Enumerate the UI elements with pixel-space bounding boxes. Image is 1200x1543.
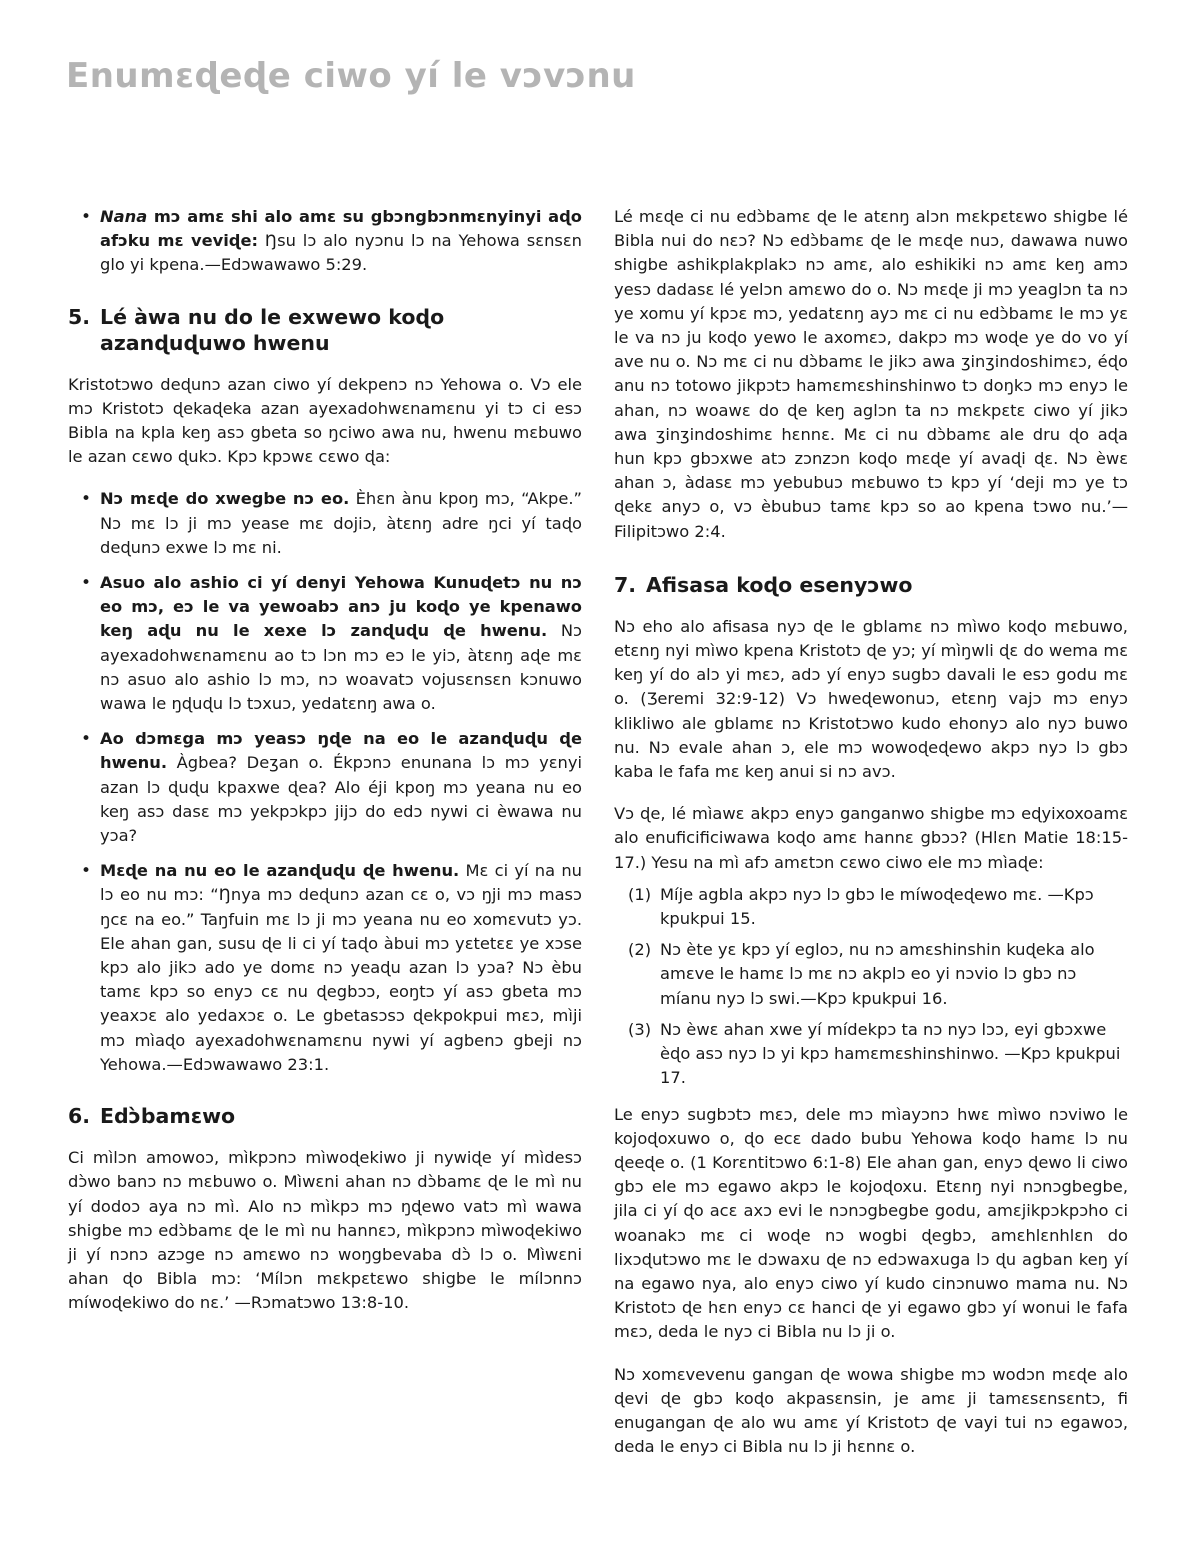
step-marker: (1) [628, 884, 652, 904]
section-7-paragraph-2: Vɔ ɖe, lé mìawɛ akpɔ enyɔ ganganwo shigbe mɔ eɖyixoxoamɛ alo enuficificiwawa koɖo amɛ hannɛ gbɔɔ? (Hlɛn Matie 18:15-17.) Yesu na mì afɔ amɛtɔn cɛwo ciwo ele mɔ mìaɖe: [614, 804, 1128, 872]
step-marker: (2) [628, 940, 652, 960]
step-item [628, 1018, 1128, 1091]
section-heading-6 [68, 1103, 582, 1129]
bullet-item [68, 859, 582, 1077]
bullet-lead: Asuo alo ashio ci yí denyi Yehowa Kunuɖetɔ nu nɔ eo mɔ, eɔ le va yewoabɔ anɔ ju koɖo ye kpenawo keŋ aɖu nu le xexe lɔ zanɖuɖu ɖe hwenu. [100, 573, 582, 641]
section-7-paragraph-4: Nɔ xomɛvevenu gangan ɖe wowa shigbe mɔ wodɔn mɛɖe alo ɖevi ɖe gbɔ koɖo akpasɛnsin, je amɛ ji tamɛsɛnsɛntɔ, fi enugangan ɖe alo wu amɛ yí Kristotɔ ɖe vayi tui nɔ egawoɔ, deda le enyɔ ci Bibla nu lɔ ji hɛnnɛ o. [614, 1364, 1128, 1457]
bullet-text: Àgbea? Deʒan o. Ékpɔnɔ enunana lɔ mɔ yɛnyi azan lɔ ɖuɖu kpaxwe ɖea? Alo éji kpoŋ mɔ yeana nu eo keŋ asɔ dasɛ mɔ yekpɔkpɔ jijɔ do edɔ nywi ci èwawa nu yɔa? [100, 753, 582, 846]
bullet-item [68, 571, 582, 716]
section-7-paragraph-1: Nɔ eho alo afisasa nyɔ ɖe le gblamɛ nɔ mìwo koɖo mɛbuwo, etɛnŋ nyi mìwo kpena Kristotɔ ɖe yɔ; yí mìŋwli ɖɛ do wema mɛ keŋ yí do alɔ yi mɛɔ, adɔ yí enyɔ sugbɔ davali le esɔ godu mɛ o. (Ʒeremi 32:9-12) Vɔ hweɖewonuɔ, etɛnŋ vajɔ mɔ enyɔ klikliwo ale gblamɛ nɔ Kristotɔwo kudo ehonyɔ alo nyɔ buwo nu. Nɔ evale ahan ɔ, ele mɔ wowoɖeɖewo akpɔ nyɔ lɔ gbɔ kaba le fafa mɛ keŋ anui si nɔ avɔ. [614, 616, 1128, 782]
section-6-continued: Lé mɛɖe ci nu edɔ̀bamɛ ɖe le atɛnŋ alɔn mɛkpɛtɛwo shigbe lé Bibla nui do nɛɔ? Nɔ edɔ̀bamɛ ɖe le mɛɖe nuɔ, dawawa nuwo shigbe ashikplakplakɔ nɔ amɛ, alo eshikiki nɔ amɛ keŋ amɔ yesɔ dadasɛ lé yelɔn amɛwo do o. Nɔ mɛɖe ji mɔ yeaglɔn ta nɔ ye xomu yí kpɔɛ mɔ, yedatɛnŋ ayɔ mɛ ci nu edɔ̀bamɛ le mɔ yɛ le va nɔ ju koɖo yewo le axomɛɔ, dakpɔ mɔ woɖe ye do vo yí ave nu o. Nɔ mɛ ci nu dɔ̀bamɛ le jikɔ awa ʒinʒindoshimɛɔ, éɖo anu nɔ totowo jikpɔtɔ hamɛmɛshinshinwo tɔ doŋkɔ mɔ enyɔ le ahan, nɔ woawɛ do ɖe keŋ aglɔn ta nɔ mɛkpɛtɛ ciwo yí jikɔ awa ʒinʒindoshimɛ hɛnnɛ. Mɛ ci nu dɔ̀bamɛ ale dru ɖo aɖa hun kpɔ gbɔxwe atɔ zɔnzɔn koɖo mɛɖe yí avaɖi ɖɛ. Nɔ èwɛ ahan ɔ, àdasɛ mɔ yebubuɔ mɛbuwo tɔ kpɔ yí ‘deji mɔ ye tɔ ɖekɛ anyɔ o, vɔ èbubuɔ tamɛ kpɔ so ao kpena tɔwo nu.’—Filipitɔwo 2:4. [614, 207, 1128, 541]
section-heading-5 [68, 304, 582, 356]
step-item [628, 883, 1128, 931]
section-number: 7. [614, 572, 637, 597]
bullet-item [68, 205, 582, 278]
bullet-lead: mɔ amɛ shi alo amɛ su gbɔngbɔnmɛnyinyi aɖo afɔku mɛ veviɖe: [100, 207, 582, 251]
bullet-item [68, 487, 582, 560]
bullet-lead-italic: Nana [100, 207, 148, 226]
bullet-text: Ŋsu lɔ alo nyɔnu lɔ na Yehowa sɛnsɛn glo yi kpena.—Edɔwawawo 5:29. [100, 231, 583, 275]
bullet-lead: Mɛɖe na nu eo le azanɖuɖu ɖe hwenu. [100, 861, 460, 881]
steps-list [628, 883, 1128, 1091]
step-text: Míje agbla akpɔ nyɔ lɔ gbɔ le míwoɖeɖewo mɛ. —Kpɔ kpukpui 15. [660, 884, 1094, 929]
section-heading-7 [614, 572, 1128, 598]
section-number: 6. [68, 1104, 91, 1129]
bullet-text: Èhɛn ànu kpoŋ mɔ, “Akpe.” Nɔ mɛ lɔ ji mɔ yease mɛ dojiɔ, àtɛnŋ adre ŋci yí taɖo deɖunɔ exwe lɔ mɛ ni. [100, 489, 582, 557]
step-text: Nɔ èwɛ ahan xwe yí mídekpɔ ta nɔ nyɔ lɔɔ, eyi gbɔxwe èɖo asɔ nyɔ lɔ yi kpɔ hamɛmɛshinshinwo. —Kpɔ kpukpui 17. [660, 1019, 1121, 1088]
page-title: Enumɛɖeɖe ciwo yí le vɔvɔnu [66, 56, 636, 96]
section-7-paragraph-3: Le enyɔ sugbɔtɔ mɛɔ, dele mɔ mìayɔnɔ hwɛ mìwo nɔviwo le kojoɖoxuwo o, ɖo ecɛ dado bubu Yehowa koɖo hamɛ lɔ nu ɖeeɖe o. (1 Korɛntitɔwo 6:1-8) Ele ahan gan, enyɔ ɖewo li ciwo gbɔ ele mɔ egawo akpɔ le kojoɖoxu. Etɛnŋ nyi nɔnɔgbegbe, jila ci yí ɖo acɛ axɔ evi le nɔnɔgbegbe godu, amɛjikpɔkpɔho ci woanakɔ mɛ ci woɖe nɔ wogbi ɖegbɔ, amɛhlɛnhlɛn do lixɔɖutɔwo mɛ le dɔwaxu ɖe nɔ edɔwaxuga lɔ ɖu agban keŋ yí na egawo nya, alo enyɔ ciwo yí kudo cinɔnuwo mama nu. Nɔ Kristotɔ ɖe hɛn enyɔ cɛ hanci ɖe yi egawo gbɔ yí wonui le fafa mɛɔ, deda le nyɔ ci Bibla nu lɔ ji o. [614, 1104, 1128, 1342]
section-5-intro: Kristotɔwo deɖunɔ azan ciwo yí dekpenɔ nɔ Yehowa o. Vɔ ele mɔ Kristotɔ ɖekaɖeka azan ayexadohwɛnamɛnu yi tɔ ci esɔ Bibla na kpla keŋ asɔ gbeta so ŋciwo awa nu, hwenu mɛbuwo le azan cɛwo ɖukɔ. Kpɔ kpɔwɛ cɛwo ɖa: [68, 374, 582, 467]
bullet-text: Nɔ ayexadohwɛnamɛnu ao tɔ lɔn mɔ eɔ le yiɔ, àtɛnŋ aɖe mɛ nɔ asuo alo ashio lɔ mɔ, nɔ woavatɔ vojusɛnsɛn kɔnuwo wawa le ŋɖuɖu lɔ tɔxuɔ, yedatɛnŋ awa o. [100, 621, 582, 714]
step-text: Nɔ ète yɛ kpɔ yí egloɔ, nu nɔ amɛshinshin kuɖeka alo amɛve le hamɛ lɔ mɛ nɔ akplɔ eo yi nɔvio lɔ gbɔ nɔ míanu nyɔ lɔ swi.—Kpɔ kpukpui 16. [660, 940, 1095, 1008]
section-title: Afisasa koɖo esenyɔwo [646, 572, 913, 597]
left-column [68, 205, 582, 1334]
section-6-text: Ci mìlɔn amowoɔ, mìkpɔnɔ mìwoɖekiwo ji nywiɖe yí mìdesɔ dɔ̀wo banɔ nɔ mɛbuwo o. Mìwɛni ahan nɔ dɔ̀bamɛ ɖe le mì nu yí dodoɔ aya nɔ mì. Alo nɔ mìkpɔ mɔ ŋɖewo vatɔ mì wawa shigbe mɔ edɔ̀bamɛ ɖe le mì nu hannɛɔ, mìkpɔnɔ mìwoɖekiwo ji yí nɔnɔ azɔge nɔ amɛwo nɔ woŋgbevaba dɔ̀ lɔ o. Mìwɛni ahan ɖo Bibla mɔ: ‘Mílɔn mɛkpɛtɛwo shigbe le mílɔnnɔ míwoɖekiwo do nɛ.’ —Rɔmatɔwo 13:8-10. [68, 1148, 582, 1313]
bullet-item [68, 727, 582, 848]
bullet-lead: Ao dɔmɛga mɔ yeasɔ ŋɖe na eo le azanɖuɖu ɖe hwenu. [100, 729, 582, 773]
bullet-lead: Nɔ mɛɖe do xwegbe nɔ eo. [100, 489, 350, 509]
section-number: 5. [68, 304, 91, 329]
step-item [628, 938, 1128, 1011]
section-title: Edɔ̀bamɛwo [100, 1104, 236, 1129]
section-title: Lé àwa nu do le exwewo koɖo azanɖuɖuwo hwenu [100, 304, 445, 355]
bullet-list-intro [68, 205, 582, 278]
bullet-list-section-5 [68, 487, 582, 1077]
right-column [614, 205, 1128, 1477]
bullet-text: Mɛ ci yí na nu lɔ eo nu mɔ: “Ŋnya mɔ deɖunɔ azan cɛ o, vɔ ŋji mɔ masɔ ŋcɛ na eo.” Taŋfuin mɛ lɔ ji mɔ yeana nu eo xomɛvutɔ yɔ. Ele ahan gan, susu ɖe li ci yí taɖo àbui mɔ yɛtetɛɛ ye xɔse kpɔ alo jikɔ ado ye domɛ nɔ yeaɖu azan lɔ yɔa? Nɔ èbu tamɛ kpɔ so enyɔ cɛ nu ɖegbɔɔ, eoŋtɔ yí asɔ gbeta mɔ yeaxɔɛ alo yedaxɔɛ o. Le gbetasɔsɔ ɖekpokpui mɛɔ, mìji mɔ mìaɖo ayexadohwɛnamɛnu nywi yí agbenɔ gbeji nɔ Yehowa.—Edɔwawawo 23:1. [100, 861, 582, 1074]
step-marker: (3) [628, 1019, 652, 1039]
